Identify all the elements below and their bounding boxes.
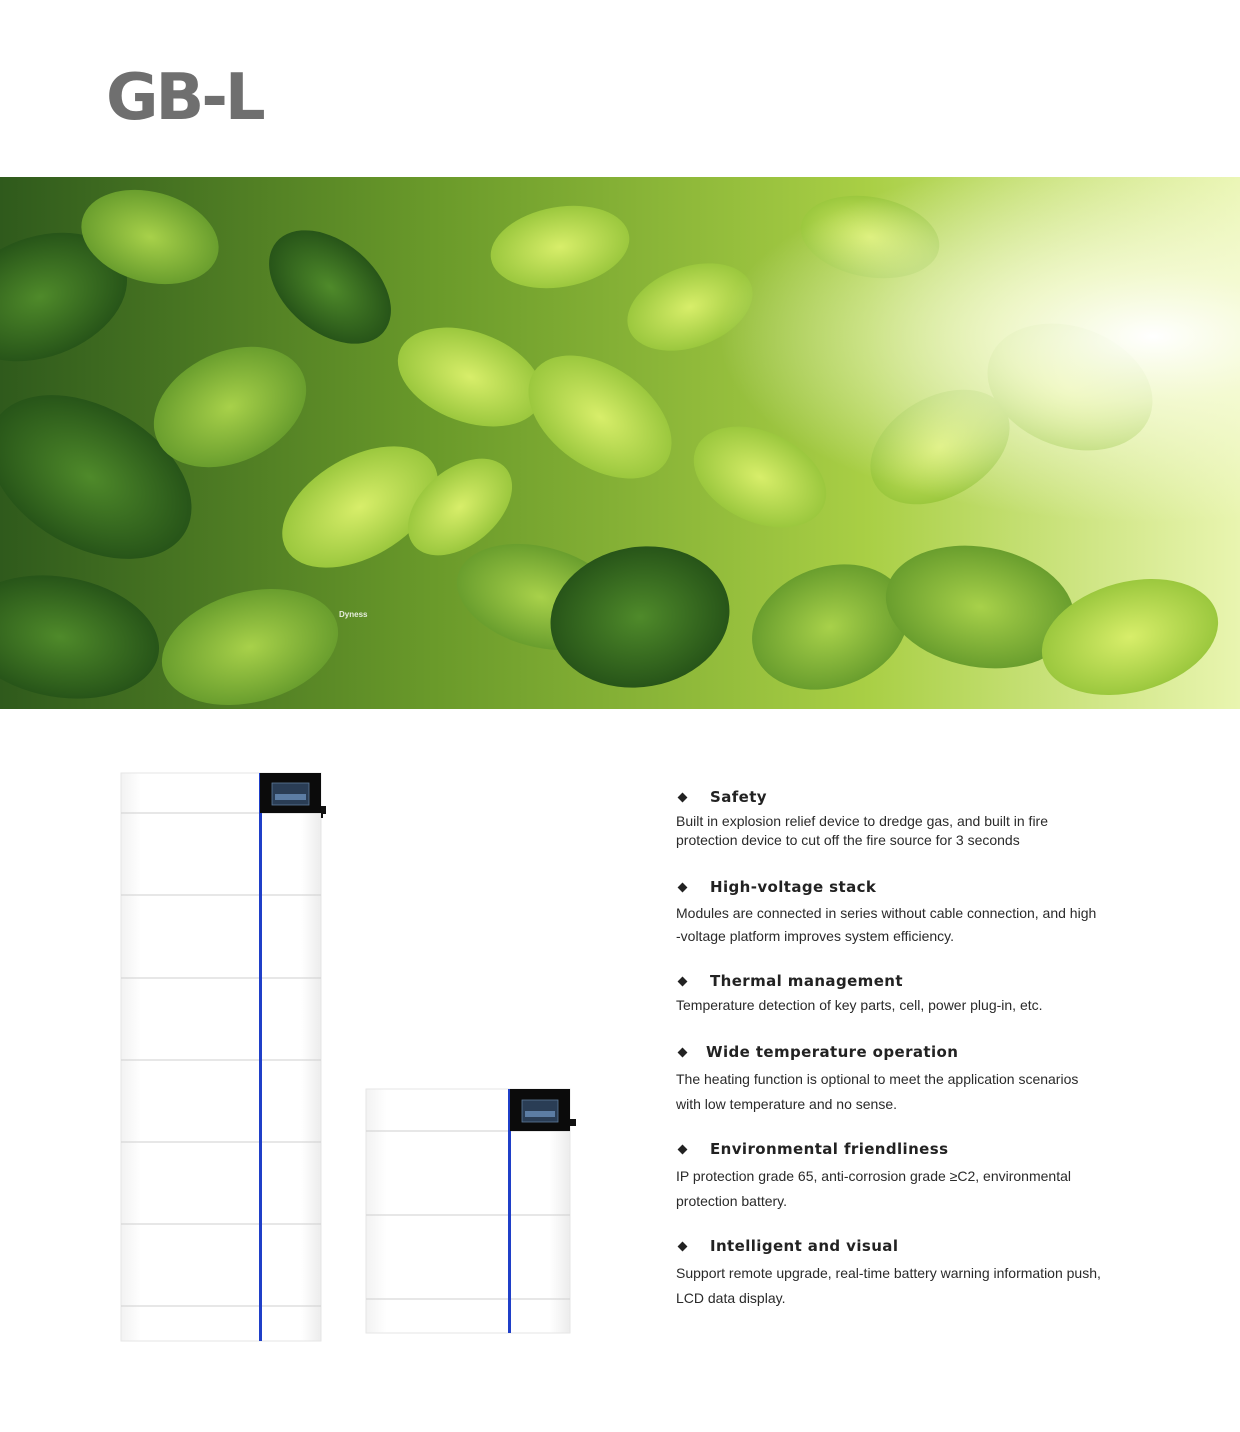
tall-battery-stack-illustration bbox=[118, 770, 333, 1345]
feature-description: Modules are connected in series without cable connection, and high -voltage platform improves system efficiency. bbox=[676, 905, 1097, 944]
feature-description: IP protection grade 65, anti-corrosion grade ≥C2, environmental protection battery. bbox=[676, 1168, 1071, 1209]
bullet-icon bbox=[678, 976, 688, 986]
bullet-icon bbox=[678, 882, 688, 892]
feature-title: Safety bbox=[710, 788, 767, 806]
page-title: GB-L bbox=[106, 61, 263, 135]
leaves-illustration bbox=[0, 177, 1240, 709]
feature-description: The heating function is optional to meet the application scenarios with low temperature and no sense. bbox=[676, 1071, 1079, 1112]
bullet-icon bbox=[678, 1047, 688, 1057]
feature-description: Support remote upgrade, real-time battery warning information push, LCD data display. bbox=[676, 1265, 1101, 1306]
feature-thermal-management bbox=[676, 970, 1146, 1015]
feature-environmental-friendliness bbox=[676, 1138, 1146, 1214]
feature-intelligent-and-visual bbox=[676, 1235, 1146, 1311]
feature-safety bbox=[676, 786, 1146, 850]
feature-description: Temperature detection of key parts, cell, power plug-in, etc. bbox=[676, 997, 1043, 1013]
feature-title: Thermal management bbox=[710, 972, 903, 990]
feature-high-voltage-stack bbox=[676, 876, 1146, 948]
feature-title: Intelligent and visual bbox=[710, 1237, 899, 1255]
short-battery-stack-illustration bbox=[363, 1085, 583, 1347]
short-battery-stack-image bbox=[363, 1085, 583, 1347]
hero-logo: Dyness bbox=[339, 610, 368, 619]
feature-description: Built in explosion relief device to dredge gas, and built in fire protection device to cut off the fire source for 3 seconds bbox=[676, 813, 1048, 848]
bullet-icon bbox=[678, 792, 688, 802]
bullet-icon bbox=[678, 1144, 688, 1154]
tall-battery-stack-image bbox=[118, 770, 333, 1345]
hero-leaves-image bbox=[0, 177, 1240, 709]
feature-title: Environmental friendliness bbox=[710, 1140, 949, 1158]
bullet-icon bbox=[678, 1241, 688, 1251]
feature-title: High-voltage stack bbox=[710, 878, 877, 896]
feature-wide-temperature-operation bbox=[676, 1041, 1146, 1117]
feature-title: Wide temperature operation bbox=[706, 1043, 959, 1061]
